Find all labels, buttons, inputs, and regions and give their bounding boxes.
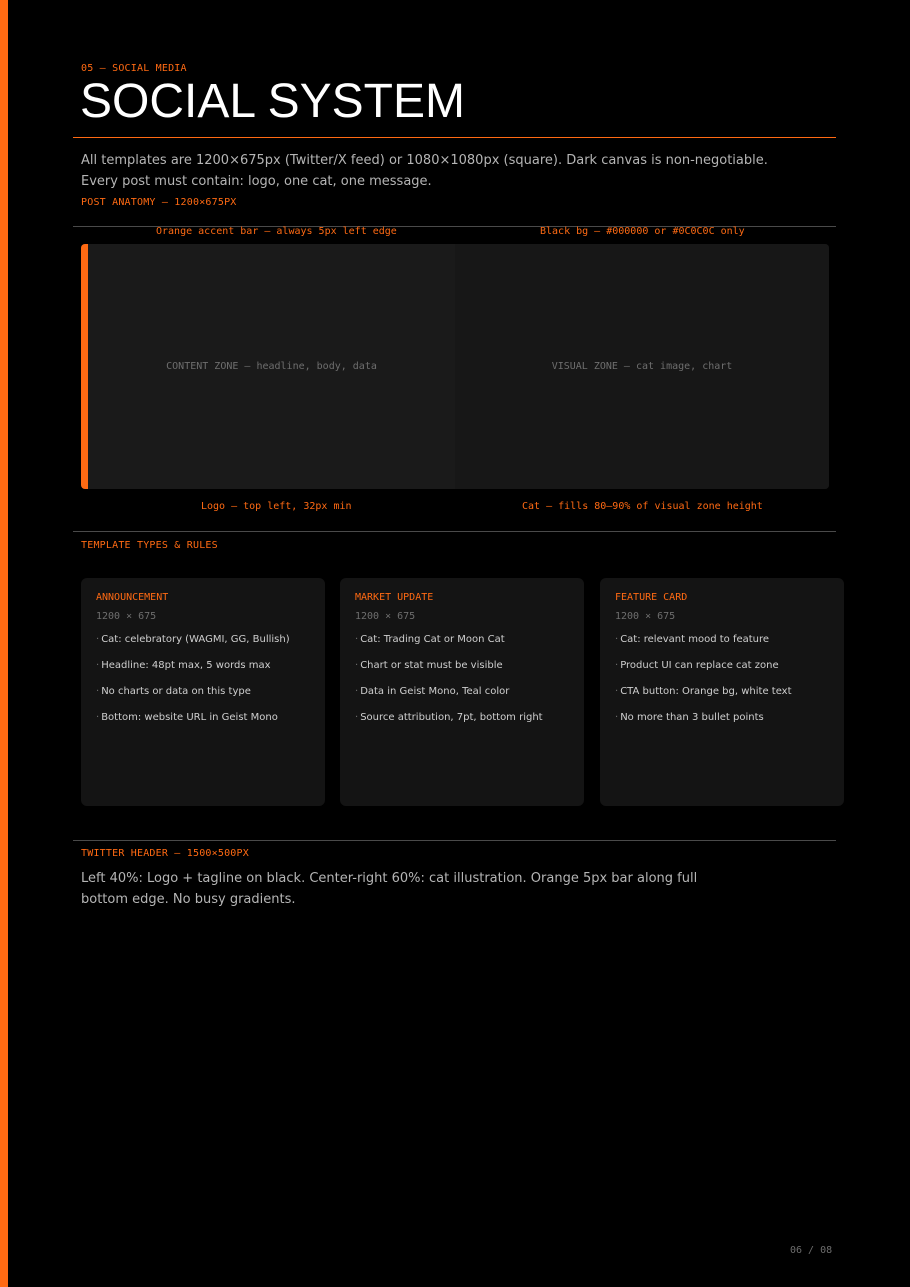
template-card-market-update [340,578,584,806]
post-anatomy-label: POST ANATOMY — 1200×675PX [81,197,237,208]
page-title: SOCIAL SYSTEM [80,75,465,128]
accent-bar-sample [81,244,88,489]
twitter-header-label: TWITTER HEADER — 1500×500PX [81,848,249,859]
card-rule: · Headline: 48pt max, 5 words max [96,660,271,671]
twitter-header-divider [73,840,836,841]
card-rule: · Cat: celebratory (WAGMI, GG, Bullish) [96,634,290,645]
card-rules [355,633,543,737]
intro-line-2: Every post must contain: logo, one cat, one message. [81,174,432,189]
card-rule: · CTA button: Orange bg, white text [615,686,792,697]
card-title: MARKET UPDATE [355,592,434,603]
card-rule: · Cat: relevant mood to feature [615,634,770,645]
twitter-header-description: Left 40%: Logo + tagline on black. Center-right 60%: cat illustration. Orange 5px bar along full bottom edge. No busy gradients. [81,871,698,907]
visual-zone [455,244,829,489]
card-rule: · Source attribution, 7pt, bottom right [355,712,543,723]
card-rules [615,633,792,737]
content-zone [88,244,455,489]
card-rule: · Chart or stat must be visible [355,660,503,671]
annotation-accent-bar: Orange accent bar — always 5px left edge [156,226,397,237]
card-size: 1200 × 675 [355,611,416,622]
title-divider [73,137,836,138]
template-card-feature-card [600,578,844,806]
orange-edge-bar [0,0,8,1287]
template-card-announcement [81,578,325,806]
card-size: 1200 × 675 [615,611,676,622]
card-rules [96,633,290,737]
templates-divider [73,531,836,532]
annotation-logo: Logo — top left, 32px min [201,501,352,512]
card-rule: · No charts or data on this type [96,686,251,697]
card-size: 1200 × 675 [96,611,157,622]
card-title: ANNOUNCEMENT [96,592,169,603]
card-rule: · No more than 3 bullet points [615,712,764,723]
card-rule: · Product UI can replace cat zone [615,660,779,671]
templates-label: TEMPLATE TYPES & RULES [81,540,218,551]
intro-text [81,150,781,192]
page-number: 06 / 08 [790,1245,833,1256]
card-rule: · Cat: Trading Cat or Moon Cat [355,634,505,645]
post-anatomy-diagram [81,244,829,489]
card-title: FEATURE CARD [615,592,688,603]
intro-line-1: All templates are 1200×675px (Twitter/X feed) or 1080×1080px (square). Dark canvas is non-negotiable. [81,153,768,168]
content-zone-label: CONTENT ZONE — headline, body, data [166,361,377,372]
section-eyebrow: 05 — SOCIAL MEDIA [81,63,187,74]
annotation-background: Black bg — #000000 or #0C0C0C only [540,226,745,237]
card-rule: · Data in Geist Mono, Teal color [355,686,510,697]
card-rule: · Bottom: website URL in Geist Mono [96,712,278,723]
annotation-cat: Cat — fills 80–90% of visual zone height [522,501,763,512]
visual-zone-label: VISUAL ZONE — cat image, chart [551,361,733,372]
